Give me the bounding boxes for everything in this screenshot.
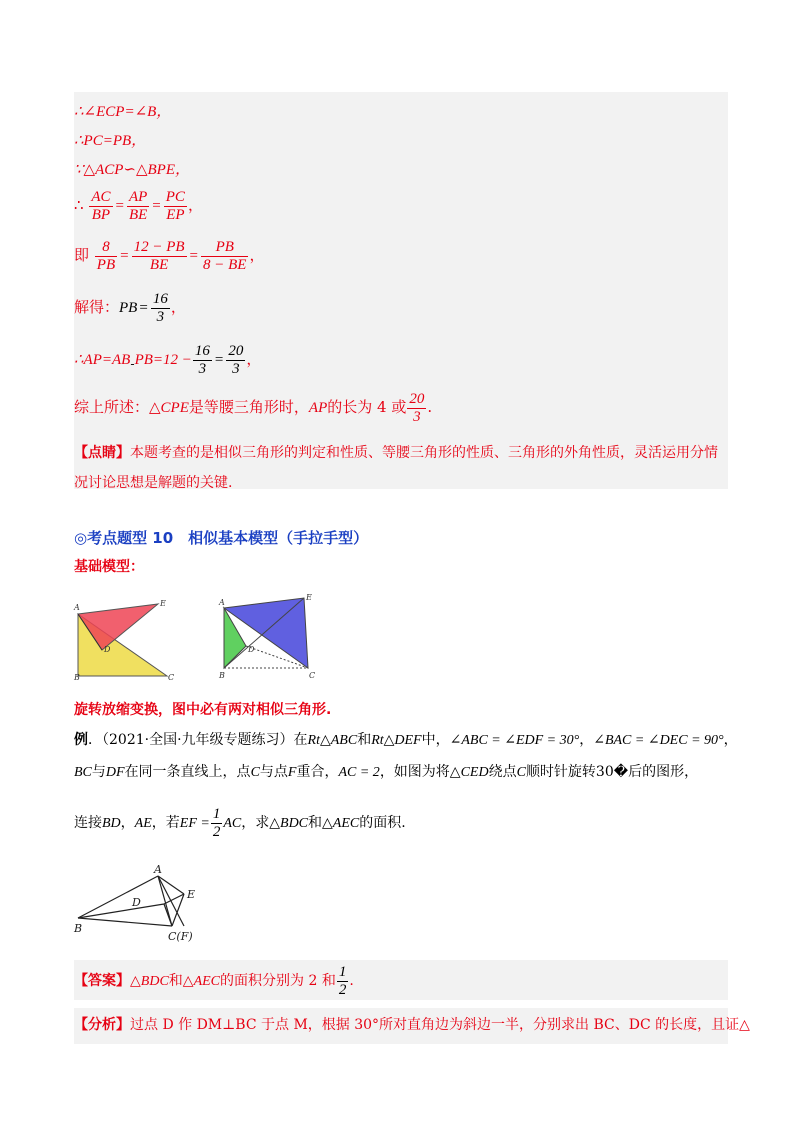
label-left-E: E	[160, 599, 166, 608]
comment-paragraph: 【点睛】本题考查的是相似三角形的判定和性质、等腰三角形的性质、三角形的外角性质，灵活运用分情 况讨论思想是解题的关键.	[74, 445, 718, 491]
label-left-A: A	[74, 603, 80, 612]
example-line-2: BC与DF在同一条直线上，点C与点F重合，AC = 2，如图为将△CED绕点C顺时针旋转30�后的图形，	[74, 764, 699, 780]
label-right-B: B	[219, 671, 225, 680]
ex-label-D: D	[132, 896, 141, 909]
sol-line-8: 综上所述：△CPE是等腰三角形时，AP的长为 4 或 $\frac{20}{3}$ .	[74, 390, 433, 425]
sol-line-1: ∴∠ECP=∠B，	[74, 104, 172, 120]
label-left-D: D	[104, 645, 111, 654]
ex-label-E: E	[187, 888, 196, 901]
sol-line-2: ∴PC=PB，	[74, 133, 147, 149]
label-right-A: A	[219, 598, 225, 607]
figure-basic-right	[216, 592, 326, 680]
ex-label-A: A	[154, 863, 162, 876]
example-line-1: 例．（2021·全国·九年级专题练习）在Rt△ABC和Rt△DEF中，∠ABC = ∠EDF = 30°，∠BAC = ∠DEC = 90°，	[74, 732, 738, 748]
label-right-E: E	[306, 593, 312, 602]
basic-model-label: 基础模型：	[74, 559, 144, 575]
ex-label-B: B	[74, 922, 83, 935]
label-left-C: C	[168, 673, 175, 680]
answer-line: 【答案】△BDC和△AEC的面积分别为 2 和 $\frac{1}{2}$ .	[74, 963, 354, 998]
sol-line-4: ∴ $\frac{AC}{BP}$ = $\frac{AP}{BE}$ = $\frac{PC}{EP}$ ，	[74, 188, 203, 223]
label-right-C: C	[309, 671, 316, 680]
example-line-3: 连接BD，AE，若EF = $\frac{1}{2}$ AC，求△BDC和△AEC的面积.	[74, 805, 406, 840]
analysis-line: 【分析】过点 D 作 DM⊥BC 于点 M，根据 30°所对直角边为斜边一半，分别求出 BC、DC 的长度，且证△	[74, 1017, 750, 1033]
sol-line-7: $\therefore AP=AB_-PB=12$ − $\frac{16}{3}$ = $\frac{20}{3}$ ，	[74, 342, 262, 377]
section-heading: ◎考点题型 10 相似基本模型（手拉手型）	[74, 529, 369, 547]
sol-line-6: 解得：PB = $\frac{16}{3}$ ，	[74, 290, 186, 325]
sol-line-5: 即 $\frac{8}{PB}$ = $\frac{12 - PB}{BE}$ = $\frac{PB}{8 - BE}$ ，	[74, 238, 265, 273]
figure-example	[72, 862, 212, 944]
rotation-note: 旋转放缩变换，图中必有两对相似三角形.	[74, 702, 332, 718]
label-left-B: B	[74, 673, 80, 680]
label-right-D: D	[248, 645, 255, 654]
figure-basic-left	[72, 598, 182, 680]
sol-line-3: ∵△ACP∽△BPE，	[74, 162, 191, 178]
ex-label-CF: C(F)	[168, 930, 193, 943]
